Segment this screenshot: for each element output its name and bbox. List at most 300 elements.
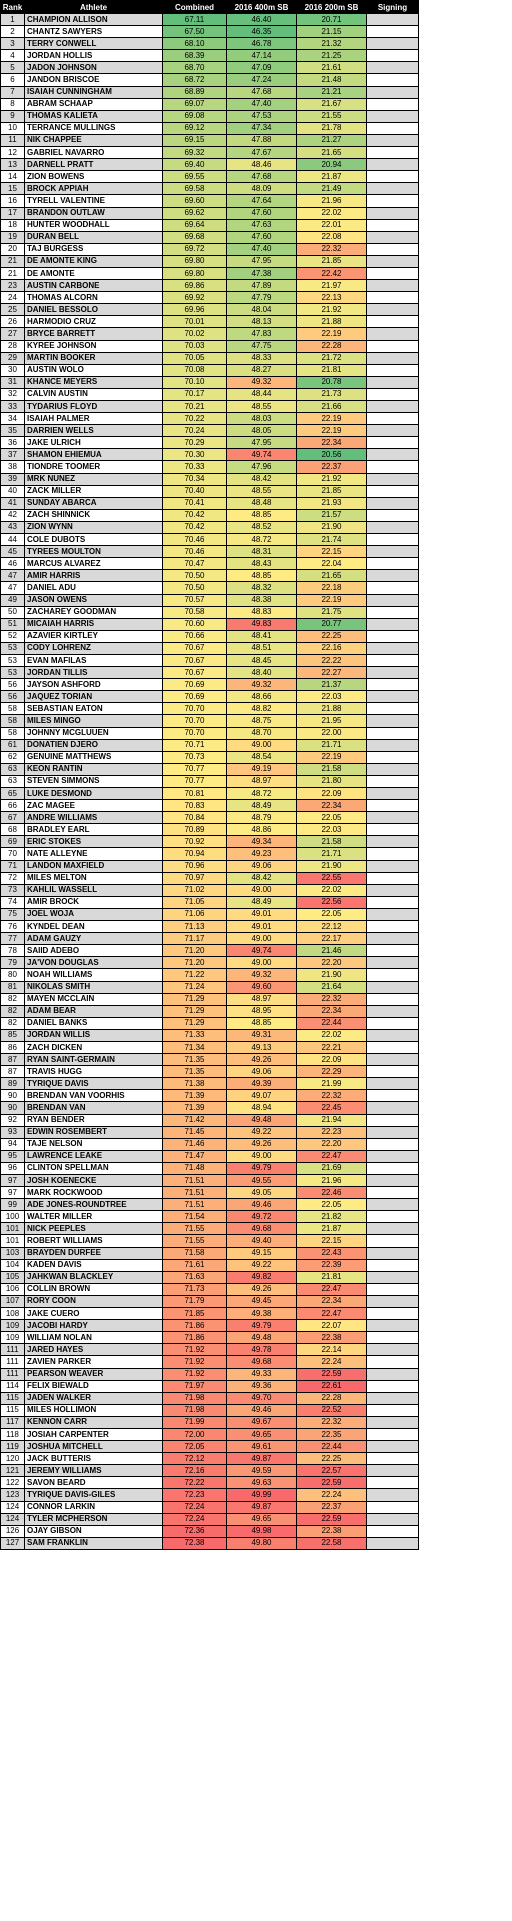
signing-cell <box>367 1259 419 1271</box>
combined-cell: 71.20 <box>163 957 227 969</box>
200m-sb-cell: 22.22 <box>297 654 367 666</box>
rank-cell: 118 <box>1 1428 25 1440</box>
combined-cell: 70.57 <box>163 594 227 606</box>
rank-cell: 89 <box>1 1078 25 1090</box>
header-200m: 2016 200m SB <box>297 1 367 14</box>
combined-cell: 70.47 <box>163 558 227 570</box>
400m-sb-cell: 47.64 <box>227 195 297 207</box>
table-row <box>1 534 419 546</box>
athlete-name-cell: DURAN BELL <box>25 231 163 243</box>
400m-sb-cell: 49.87 <box>227 1453 297 1465</box>
signing-cell <box>367 812 419 824</box>
signing-cell <box>367 425 419 437</box>
table-row <box>1 1308 419 1320</box>
200m-sb-cell: 22.24 <box>297 1356 367 1368</box>
signing-cell <box>367 255 419 267</box>
200m-sb-cell: 22.37 <box>297 1501 367 1513</box>
rank-cell: 25 <box>1 304 25 316</box>
200m-sb-cell: 22.34 <box>297 800 367 812</box>
table-row <box>1 509 419 521</box>
200m-sb-cell: 21.73 <box>297 388 367 400</box>
200m-sb-cell: 22.18 <box>297 582 367 594</box>
400m-sb-cell: 49.31 <box>227 1029 297 1041</box>
rank-cell: 6 <box>1 74 25 86</box>
200m-sb-cell: 22.20 <box>297 957 367 969</box>
athlete-name-cell: WALTER MILLER <box>25 1211 163 1223</box>
200m-sb-cell: 22.47 <box>297 1308 367 1320</box>
200m-sb-cell: 21.93 <box>297 497 367 509</box>
rank-cell: 111 <box>1 1356 25 1368</box>
400m-sb-cell: 49.01 <box>227 921 297 933</box>
combined-cell: 69.58 <box>163 183 227 195</box>
athlete-name-cell: WILLIAM NOLAN <box>25 1332 163 1344</box>
signing-cell <box>367 1150 419 1162</box>
combined-cell: 71.29 <box>163 993 227 1005</box>
400m-sb-cell: 49.74 <box>227 449 297 461</box>
400m-sb-cell: 48.13 <box>227 316 297 328</box>
rank-cell: 127 <box>1 1537 25 1549</box>
400m-sb-cell: 48.09 <box>227 183 297 195</box>
rank-cell: 103 <box>1 1247 25 1259</box>
400m-sb-cell: 49.33 <box>227 1368 297 1380</box>
200m-sb-cell: 22.57 <box>297 1465 367 1477</box>
rank-cell: 41 <box>1 497 25 509</box>
combined-cell: 69.15 <box>163 134 227 146</box>
athlete-name-cell: ISAIAH PALMER <box>25 413 163 425</box>
athlete-name-cell: KHANCE MEYERS <box>25 376 163 388</box>
signing-cell <box>367 1465 419 1477</box>
table-row <box>1 945 419 957</box>
signing-cell <box>367 1416 419 1428</box>
combined-cell: 70.70 <box>163 703 227 715</box>
combined-cell: 71.98 <box>163 1392 227 1404</box>
400m-sb-cell: 46.35 <box>227 26 297 38</box>
400m-sb-cell: 49.39 <box>227 1078 297 1090</box>
athlete-name-cell: ZAVIEN PARKER <box>25 1356 163 1368</box>
200m-sb-cell: 20.94 <box>297 159 367 171</box>
athlete-name-cell: SEBASTIAN EATON <box>25 703 163 715</box>
400m-sb-cell: 49.80 <box>227 1537 297 1549</box>
200m-sb-cell: 21.72 <box>297 352 367 364</box>
rank-cell: 68 <box>1 824 25 836</box>
combined-cell: 71.06 <box>163 908 227 920</box>
400m-sb-cell: 46.40 <box>227 14 297 26</box>
table-row <box>1 679 419 691</box>
athlete-name-cell: TYRELL VALENTINE <box>25 195 163 207</box>
athlete-name-cell: GABRIEL NAVARRO <box>25 147 163 159</box>
table-row <box>1 642 419 654</box>
signing-cell <box>367 546 419 558</box>
signing-cell <box>367 1489 419 1501</box>
200m-sb-cell: 22.44 <box>297 1441 367 1453</box>
table-row <box>1 860 419 872</box>
200m-sb-cell: 22.05 <box>297 812 367 824</box>
signing-cell <box>367 437 419 449</box>
athlete-name-cell: BROCK APPIAH <box>25 183 163 195</box>
400m-sb-cell: 47.75 <box>227 340 297 352</box>
athlete-name-cell: HARMODIO CRUZ <box>25 316 163 328</box>
rank-cell: 78 <box>1 945 25 957</box>
rank-cell: 2 <box>1 26 25 38</box>
200m-sb-cell: 21.80 <box>297 775 367 787</box>
athlete-name-cell: KYNDEL DEAN <box>25 921 163 933</box>
combined-cell: 72.38 <box>163 1537 227 1549</box>
athlete-name-cell: MARK ROCKWOOD <box>25 1187 163 1199</box>
table-row <box>1 243 419 255</box>
athlete-name-cell: SAVON BEARD <box>25 1477 163 1489</box>
combined-cell: 70.70 <box>163 727 227 739</box>
200m-sb-cell: 22.19 <box>297 594 367 606</box>
400m-sb-cell: 48.42 <box>227 872 297 884</box>
signing-cell <box>367 485 419 497</box>
signing-cell <box>367 207 419 219</box>
table-row <box>1 1223 419 1235</box>
athlete-name-cell: JA'VON DOUGLAS <box>25 957 163 969</box>
table-row <box>1 74 419 86</box>
combined-cell: 70.69 <box>163 691 227 703</box>
400m-sb-cell: 48.72 <box>227 534 297 546</box>
combined-cell: 70.46 <box>163 534 227 546</box>
400m-sb-cell: 49.99 <box>227 1489 297 1501</box>
400m-sb-cell: 49.74 <box>227 945 297 957</box>
athlete-name-cell: MARCUS ALVAREZ <box>25 558 163 570</box>
400m-sb-cell: 47.40 <box>227 98 297 110</box>
400m-sb-cell: 48.43 <box>227 558 297 570</box>
signing-cell <box>367 1247 419 1259</box>
rank-cell: 90 <box>1 1102 25 1114</box>
200m-sb-cell: 22.25 <box>297 630 367 642</box>
rank-cell: 87 <box>1 1066 25 1078</box>
combined-cell: 71.34 <box>163 1041 227 1053</box>
combined-cell: 71.54 <box>163 1211 227 1223</box>
athlete-name-cell: TYRIQUE DAVIS <box>25 1078 163 1090</box>
400m-sb-cell: 49.82 <box>227 1271 297 1283</box>
200m-sb-cell: 21.55 <box>297 110 367 122</box>
table-row <box>1 280 419 292</box>
rank-cell: 14 <box>1 171 25 183</box>
400m-sb-cell: 48.83 <box>227 606 297 618</box>
table-row <box>1 1199 419 1211</box>
signing-cell <box>367 62 419 74</box>
signing-cell <box>367 1501 419 1513</box>
400m-sb-cell: 47.38 <box>227 267 297 279</box>
signing-cell <box>367 1054 419 1066</box>
400m-sb-cell: 49.00 <box>227 957 297 969</box>
table-row <box>1 473 419 485</box>
400m-sb-cell: 49.65 <box>227 1513 297 1525</box>
rank-cell: 46 <box>1 558 25 570</box>
signing-cell <box>367 14 419 26</box>
rank-cell: 13 <box>1 159 25 171</box>
rank-cell: 23 <box>1 280 25 292</box>
athlete-name-cell: DE AMONTE <box>25 267 163 279</box>
200m-sb-cell: 21.32 <box>297 38 367 50</box>
rank-cell: 117 <box>1 1416 25 1428</box>
rank-cell: 62 <box>1 751 25 763</box>
400m-sb-cell: 48.66 <box>227 691 297 703</box>
table-row <box>1 38 419 50</box>
signing-cell <box>367 1199 419 1211</box>
combined-cell: 70.81 <box>163 788 227 800</box>
200m-sb-cell: 22.02 <box>297 207 367 219</box>
200m-sb-cell: 21.82 <box>297 1211 367 1223</box>
athlete-name-cell: DONATIEN DJERO <box>25 739 163 751</box>
athlete-name-cell: MILES HOLLIMON <box>25 1404 163 1416</box>
athlete-name-cell: ZACHAREY GOODMAN <box>25 606 163 618</box>
signing-cell <box>367 1368 419 1380</box>
table-row <box>1 147 419 159</box>
400m-sb-cell: 49.00 <box>227 884 297 896</box>
200m-sb-cell: 22.32 <box>297 1090 367 1102</box>
signing-cell <box>367 352 419 364</box>
400m-sb-cell: 48.44 <box>227 388 297 400</box>
signing-cell <box>367 1332 419 1344</box>
rank-cell: 82 <box>1 993 25 1005</box>
table-row <box>1 14 419 26</box>
signing-cell <box>367 1513 419 1525</box>
rank-cell: 7 <box>1 86 25 98</box>
rank-cell: 28 <box>1 340 25 352</box>
200m-sb-cell: 21.61 <box>297 62 367 74</box>
signing-cell <box>367 74 419 86</box>
rank-cell: 26 <box>1 316 25 328</box>
athlete-name-cell: ADAM GAUZY <box>25 933 163 945</box>
rank-cell: 104 <box>1 1259 25 1271</box>
400m-sb-cell: 48.55 <box>227 485 297 497</box>
400m-sb-cell: 49.45 <box>227 1295 297 1307</box>
signing-cell <box>367 558 419 570</box>
athlete-name-cell: THOMAS ALCORN <box>25 292 163 304</box>
athlete-name-cell: RORY COON <box>25 1295 163 1307</box>
rank-cell: 16 <box>1 195 25 207</box>
400m-sb-cell: 49.26 <box>227 1283 297 1295</box>
table-row <box>1 981 419 993</box>
signing-cell <box>367 1295 419 1307</box>
200m-sb-cell: 22.32 <box>297 243 367 255</box>
rank-cell: 105 <box>1 1271 25 1283</box>
table-row <box>1 788 419 800</box>
table-row <box>1 703 419 715</box>
rank-cell: 123 <box>1 1489 25 1501</box>
athlete-name-cell: JACOBI HARDY <box>25 1320 163 1332</box>
rank-cell: 47 <box>1 582 25 594</box>
400m-sb-cell: 49.83 <box>227 618 297 630</box>
athlete-name-cell: JORDAN TILLIS <box>25 667 163 679</box>
200m-sb-cell: 22.34 <box>297 437 367 449</box>
signing-cell <box>367 739 419 751</box>
signing-cell <box>367 1017 419 1029</box>
signing-cell <box>367 473 419 485</box>
400m-sb-cell: 47.53 <box>227 110 297 122</box>
combined-cell: 69.60 <box>163 195 227 207</box>
200m-sb-cell: 21.96 <box>297 1175 367 1187</box>
athlete-name-cell: JAQUEZ TORIAN <box>25 691 163 703</box>
athlete-name-cell: AZAVIER KIRTLEY <box>25 630 163 642</box>
200m-sb-cell: 20.71 <box>297 14 367 26</box>
athlete-name-cell: BRADLEY EARL <box>25 824 163 836</box>
signing-cell <box>367 1380 419 1392</box>
200m-sb-cell: 22.03 <box>297 691 367 703</box>
rank-cell: 4 <box>1 50 25 62</box>
signing-cell <box>367 316 419 328</box>
table-row <box>1 630 419 642</box>
signing-cell <box>367 1041 419 1053</box>
signing-cell <box>367 449 419 461</box>
table-row <box>1 824 419 836</box>
200m-sb-cell: 22.01 <box>297 219 367 231</box>
200m-sb-cell: 22.02 <box>297 884 367 896</box>
400m-sb-cell: 48.79 <box>227 812 297 824</box>
rank-cell: 58 <box>1 715 25 727</box>
400m-sb-cell: 49.59 <box>227 1465 297 1477</box>
table-row <box>1 461 419 473</box>
table-row <box>1 969 419 981</box>
rank-cell: 115 <box>1 1404 25 1416</box>
200m-sb-cell: 22.35 <box>297 1428 367 1440</box>
200m-sb-cell: 21.90 <box>297 969 367 981</box>
signing-cell <box>367 775 419 787</box>
table-row <box>1 401 419 413</box>
combined-cell: 71.92 <box>163 1356 227 1368</box>
athlete-name-cell: EVAN MAFILAS <box>25 654 163 666</box>
rank-cell: 82 <box>1 1005 25 1017</box>
200m-sb-cell: 21.48 <box>297 74 367 86</box>
rank-cell: 56 <box>1 679 25 691</box>
400m-sb-cell: 49.48 <box>227 1332 297 1344</box>
rank-cell: 18 <box>1 219 25 231</box>
200m-sb-cell: 21.99 <box>297 1078 367 1090</box>
table-row <box>1 654 419 666</box>
signing-cell <box>367 1344 419 1356</box>
400m-sb-cell: 48.40 <box>227 667 297 679</box>
signing-cell <box>367 98 419 110</box>
rank-cell: 3 <box>1 38 25 50</box>
signing-cell <box>367 134 419 146</box>
combined-cell: 69.80 <box>163 267 227 279</box>
200m-sb-cell: 22.55 <box>297 872 367 884</box>
table-row <box>1 267 419 279</box>
athlete-name-cell: AUSTIN WOLO <box>25 364 163 376</box>
400m-sb-cell: 49.46 <box>227 1199 297 1211</box>
rank-cell: 10 <box>1 122 25 134</box>
signing-cell <box>367 969 419 981</box>
rank-cell: 96 <box>1 1162 25 1174</box>
rank-cell: 109 <box>1 1332 25 1344</box>
rank-cell: 97 <box>1 1187 25 1199</box>
signing-cell <box>367 1477 419 1489</box>
combined-cell: 71.22 <box>163 969 227 981</box>
signing-cell <box>367 763 419 775</box>
rank-cell: 32 <box>1 388 25 400</box>
signing-cell <box>367 110 419 122</box>
rank-cell: 99 <box>1 1199 25 1211</box>
table-row <box>1 1344 419 1356</box>
table-row <box>1 219 419 231</box>
200m-sb-cell: 21.87 <box>297 171 367 183</box>
combined-cell: 70.73 <box>163 751 227 763</box>
signing-cell <box>367 195 419 207</box>
rank-cell: 77 <box>1 933 25 945</box>
200m-sb-cell: 22.09 <box>297 788 367 800</box>
table-row <box>1 1416 419 1428</box>
400m-sb-cell: 48.97 <box>227 993 297 1005</box>
rank-cell: 17 <box>1 207 25 219</box>
header-row <box>1 1 419 14</box>
rank-cell: 119 <box>1 1441 25 1453</box>
rank-cell: 120 <box>1 1453 25 1465</box>
combined-cell: 71.79 <box>163 1295 227 1307</box>
200m-sb-cell: 22.27 <box>297 667 367 679</box>
200m-sb-cell: 22.16 <box>297 642 367 654</box>
signing-cell <box>367 1235 419 1247</box>
combined-cell: 71.92 <box>163 1344 227 1356</box>
200m-sb-cell: 22.19 <box>297 413 367 425</box>
athlete-name-cell: ZACH SHINNICK <box>25 509 163 521</box>
200m-sb-cell: 21.69 <box>297 1162 367 1174</box>
400m-sb-cell: 49.32 <box>227 969 297 981</box>
athlete-name-cell: KEON RANTIN <box>25 763 163 775</box>
combined-cell: 69.08 <box>163 110 227 122</box>
400m-sb-cell: 49.19 <box>227 763 297 775</box>
table-row <box>1 1537 419 1549</box>
400m-sb-cell: 49.00 <box>227 739 297 751</box>
athlete-name-cell: BRANDON OUTLAW <box>25 207 163 219</box>
400m-sb-cell: 49.23 <box>227 848 297 860</box>
table-row <box>1 1005 419 1017</box>
400m-sb-cell: 47.40 <box>227 243 297 255</box>
athlete-name-cell: BRENDAN VAN <box>25 1102 163 1114</box>
signing-cell <box>367 376 419 388</box>
400m-sb-cell: 47.34 <box>227 122 297 134</box>
200m-sb-cell: 21.74 <box>297 534 367 546</box>
athlete-name-cell: ZAC MAGEE <box>25 800 163 812</box>
combined-cell: 71.39 <box>163 1090 227 1102</box>
signing-cell <box>367 715 419 727</box>
combined-cell: 70.21 <box>163 401 227 413</box>
rank-cell: 85 <box>1 1029 25 1041</box>
combined-cell: 69.55 <box>163 171 227 183</box>
athlete-name-cell: NICK PEEPLES <box>25 1223 163 1235</box>
200m-sb-cell: 22.15 <box>297 1235 367 1247</box>
400m-sb-cell: 49.22 <box>227 1259 297 1271</box>
400m-sb-cell: 48.75 <box>227 715 297 727</box>
table-row <box>1 183 419 195</box>
200m-sb-cell: 21.96 <box>297 195 367 207</box>
200m-sb-cell: 22.13 <box>297 292 367 304</box>
200m-sb-cell: 21.58 <box>297 836 367 848</box>
signing-cell <box>367 1320 419 1332</box>
200m-sb-cell: 22.20 <box>297 1138 367 1150</box>
400m-sb-cell: 49.01 <box>227 908 297 920</box>
athlete-name-cell: TAJ BURGESS <box>25 243 163 255</box>
200m-sb-cell: 21.37 <box>297 679 367 691</box>
rank-cell: 70 <box>1 848 25 860</box>
200m-sb-cell: 22.47 <box>297 1283 367 1295</box>
200m-sb-cell: 21.57 <box>297 509 367 521</box>
athlete-name-cell: NIKOLAS SMITH <box>25 981 163 993</box>
400m-sb-cell: 47.79 <box>227 292 297 304</box>
combined-cell: 71.58 <box>163 1247 227 1259</box>
200m-sb-cell: 22.56 <box>297 896 367 908</box>
combined-cell: 70.05 <box>163 352 227 364</box>
table-row <box>1 159 419 171</box>
table-row <box>1 1054 419 1066</box>
rank-cell: 95 <box>1 1150 25 1162</box>
400m-sb-cell: 49.61 <box>227 1441 297 1453</box>
athlete-name-cell: CALVIN AUSTIN <box>25 388 163 400</box>
combined-cell: 71.46 <box>163 1138 227 1150</box>
200m-sb-cell: 21.15 <box>297 26 367 38</box>
